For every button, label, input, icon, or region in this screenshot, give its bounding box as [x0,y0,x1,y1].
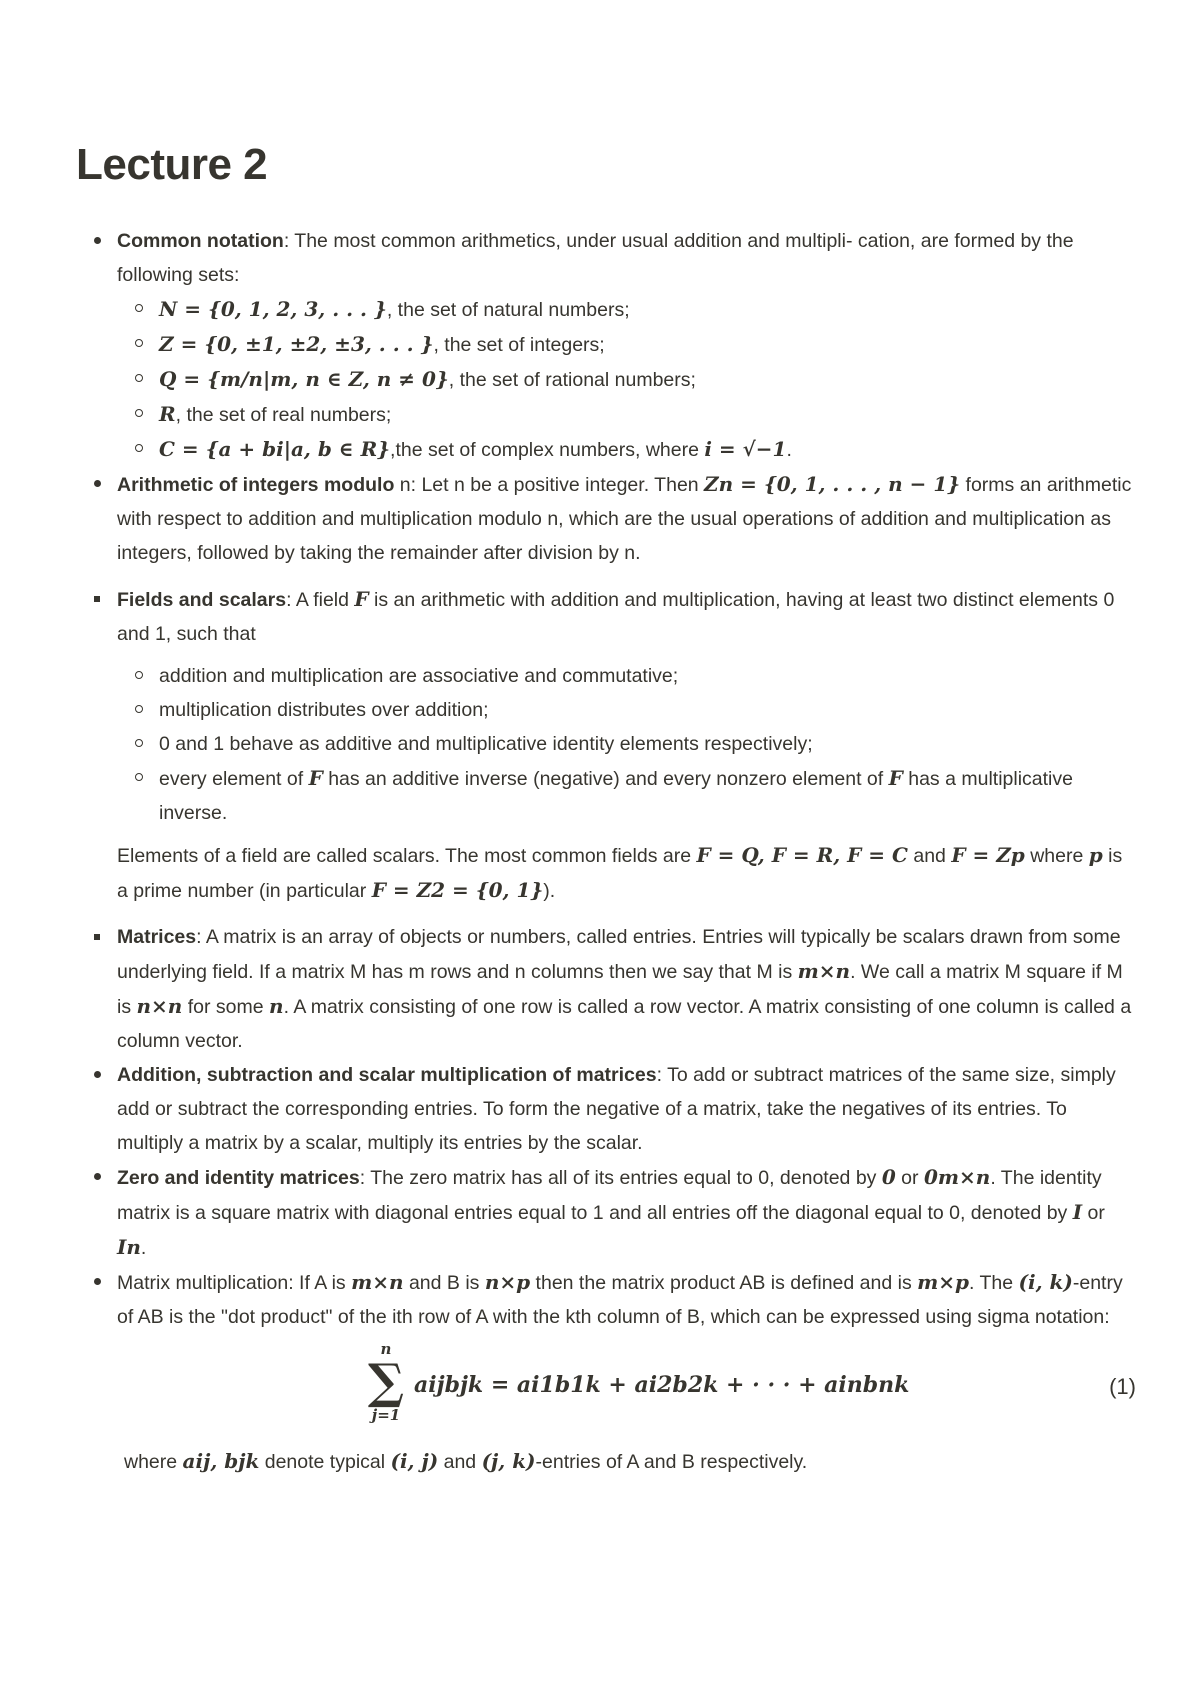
math-expr: (i, k) [1018,1270,1073,1294]
bullet-circle [135,739,143,747]
bullet-circle [135,671,143,679]
math-expr: (i, j) [390,1449,439,1473]
after-equation-text [76,1444,1136,1479]
bullet-square [94,596,100,602]
item-text: for some [182,996,270,1018]
list-item-matrices [76,920,1136,1058]
item-text: . The [969,1272,1019,1294]
bullet-circle [135,444,143,452]
sum-upper-limit: n [380,1340,392,1358]
item-text: or [895,1167,924,1189]
term-label: Common notation [117,230,284,252]
bullet-circle [135,304,143,312]
bullet-circle [135,374,143,382]
item-text: and [907,845,952,867]
math-expr: m×p [917,1270,970,1294]
item-text: : A field [286,589,355,611]
bullet-disc [94,480,101,487]
sub-item-complex [76,432,1136,467]
bullet-square [94,934,100,940]
sub-item-field-prop [76,727,1136,761]
math-expr: F = Z2 = {0, 1} [371,878,544,902]
list-item-zero-identity [76,1160,1136,1265]
item-text: and [438,1451,482,1473]
math-expr: F = Q, F = R, F = C [696,843,908,867]
item-text: 0 and 1 behave as additive and multiplicative identity elements respectively; [159,733,813,755]
item-text: -entries of A and B respectively. [535,1451,808,1473]
list-item-modulo [76,467,1136,570]
math-expr: In [117,1235,141,1259]
math-expr: R [159,402,176,426]
math-expr: (j, k) [481,1449,536,1473]
sub-item-field-prop [76,659,1136,693]
bullet-circle [135,409,143,417]
item-text: multiplication distributes over addition; [159,699,489,721]
item-text: : The most common arithmetics, under usual addition and multipli- cation, are formed by the following sets: [117,230,1074,286]
sub-item-integers [76,327,1136,362]
term-label: Addition, subtraction and scalar multiplication of matrices [117,1064,657,1086]
item-text: : A matrix is an array of objects or numbers, called entries. Entries will typically be scalars drawn from some underlying field. If a matrix M has m rows and n columns then we say that M is [117,926,1121,983]
math-expr: Zn = {0, 1, . . . , n − 1} [704,472,961,496]
equation-body: aijbjk = ai1b1k + ai2b2k + · · · + ainbnk [414,1372,910,1398]
fields-paragraph [76,838,1136,908]
sub-item-reals [76,397,1136,432]
bullet-disc [94,237,101,244]
math-expr: m×n [351,1270,404,1294]
item-text: . [140,1237,147,1259]
math-expr: n×n [136,994,183,1018]
math-expr: F [888,766,903,790]
item-text: is a prime number (in particular [117,845,1123,902]
math-expr: F = Zp [951,843,1025,867]
sub-item-rationals [76,362,1136,397]
item-text: Matrix multiplication: If A is [117,1272,352,1294]
item-text: , the set of natural numbers; [386,299,630,321]
item-text: : To add or subtract matrices of the same size, simply add or subtract the corresponding entries. To form the negative of a matrix, take the negatives of its entries. To multiply a matrix by a scalar, multiply its entries by the scalar. [117,1064,1116,1154]
item-text: ,the set of complex numbers, where [390,439,705,461]
term-label: Fields and scalars [117,589,287,611]
item-text: , the set of rational numbers; [448,369,696,391]
item-text: . The identity matrix is a square matrix with diagonal entries equal to 1 and all entries off the diagonal equal to 0, denoted by [117,1167,1102,1224]
item-text: n: Let n be a positive integer. Then [394,474,705,496]
item-text: or [1082,1202,1105,1224]
math-expr: m×n [797,959,851,983]
math-expr: C = {a + bi|a, b ∈ R} [159,437,391,461]
sub-item-natural [76,292,1136,327]
sub-item-field-prop [76,693,1136,727]
document-page [76,140,1136,1479]
list-item-fields [76,582,1136,651]
item-text: where [1024,845,1089,867]
term-label: Arithmetic of integers modulo [117,474,395,496]
list-item-addition [76,1058,1136,1160]
item-text: has an additive inverse (negative) and every nonzero element of [322,768,889,790]
bullet-circle [135,339,143,347]
sigma-glyph: ∑ [367,1354,405,1410]
math-expr: N = {0, 1, 2, 3, . . . } [159,297,387,321]
equation-number: (1) [1109,1374,1136,1399]
math-expr: aij, bjk [182,1449,260,1473]
sub-item-field-prop [76,761,1136,830]
math-expr: i = √−1 [704,437,787,461]
item-text: , the set of real numbers; [175,404,392,426]
math-expr: Z = {0, ±1, ±2, ±3, . . . } [159,332,434,356]
math-expr: 0m×n [923,1165,991,1189]
equation-block [76,1340,1136,1444]
summation-symbol [366,1340,406,1424]
item-text: where [124,1451,183,1473]
item-text: addition and multiplication are associative and commutative; [159,665,679,687]
item-text: ). [543,880,556,902]
math-expr: F [354,587,369,611]
item-text: is an arithmetic with addition and multiplication, having at least two distinct elements 0 and 1, such that [117,589,1115,645]
item-text: every element of [159,768,309,790]
item-text: and B is [403,1272,485,1294]
bullet-circle [135,705,143,713]
list-item-multiplication [76,1265,1136,1334]
item-text: . We call a matrix M square if M is [117,961,1123,1018]
math-expr: Q = {m/n|m, n ∈ Z, n ≠ 0} [159,367,449,391]
item-text: denote typical [259,1451,391,1473]
item-text: Elements of a field are called scalars. The most common fields are [117,845,697,867]
list-item-common-notation [76,224,1136,292]
item-text: forms an arithmetic with respect to addition and multiplication modulo n, which are the usual operations of addition and multiplication as integers, followed by taking the remainder after division by n. [117,474,1132,564]
item-text: has a multiplicative inverse. [159,768,1073,824]
term-label: Zero and identity matrices [117,1167,360,1189]
page-title: Lecture 2 [76,140,268,189]
math-expr: 0 [881,1165,896,1189]
item-text: . A matrix consisting of one row is called a row vector. A matrix consisting of one column is called a column vector. [117,996,1132,1052]
item-text: : The zero matrix has all of its entries equal to 0, denoted by [359,1167,882,1189]
bullet-disc [94,1071,101,1078]
bullet-disc [94,1278,101,1285]
sum-lower-limit: j=1 [371,1406,401,1424]
item-text: , the set of integers; [433,334,605,356]
term-label: Matrices [117,926,197,948]
item-text: -entry of AB is the "dot product" of the ith row of A with the kth column of B, which can be expressed using sigma notation: [117,1272,1123,1328]
math-expr: F [308,766,323,790]
math-expr: p [1088,843,1103,867]
bullet-disc [94,1173,101,1180]
bullet-circle [135,773,143,781]
math-expr: I [1072,1200,1083,1224]
math-expr: n×p [484,1270,531,1294]
math-expr: n [269,994,284,1018]
item-text: then the matrix product AB is defined and is [530,1272,918,1294]
item-text: . [786,439,792,461]
